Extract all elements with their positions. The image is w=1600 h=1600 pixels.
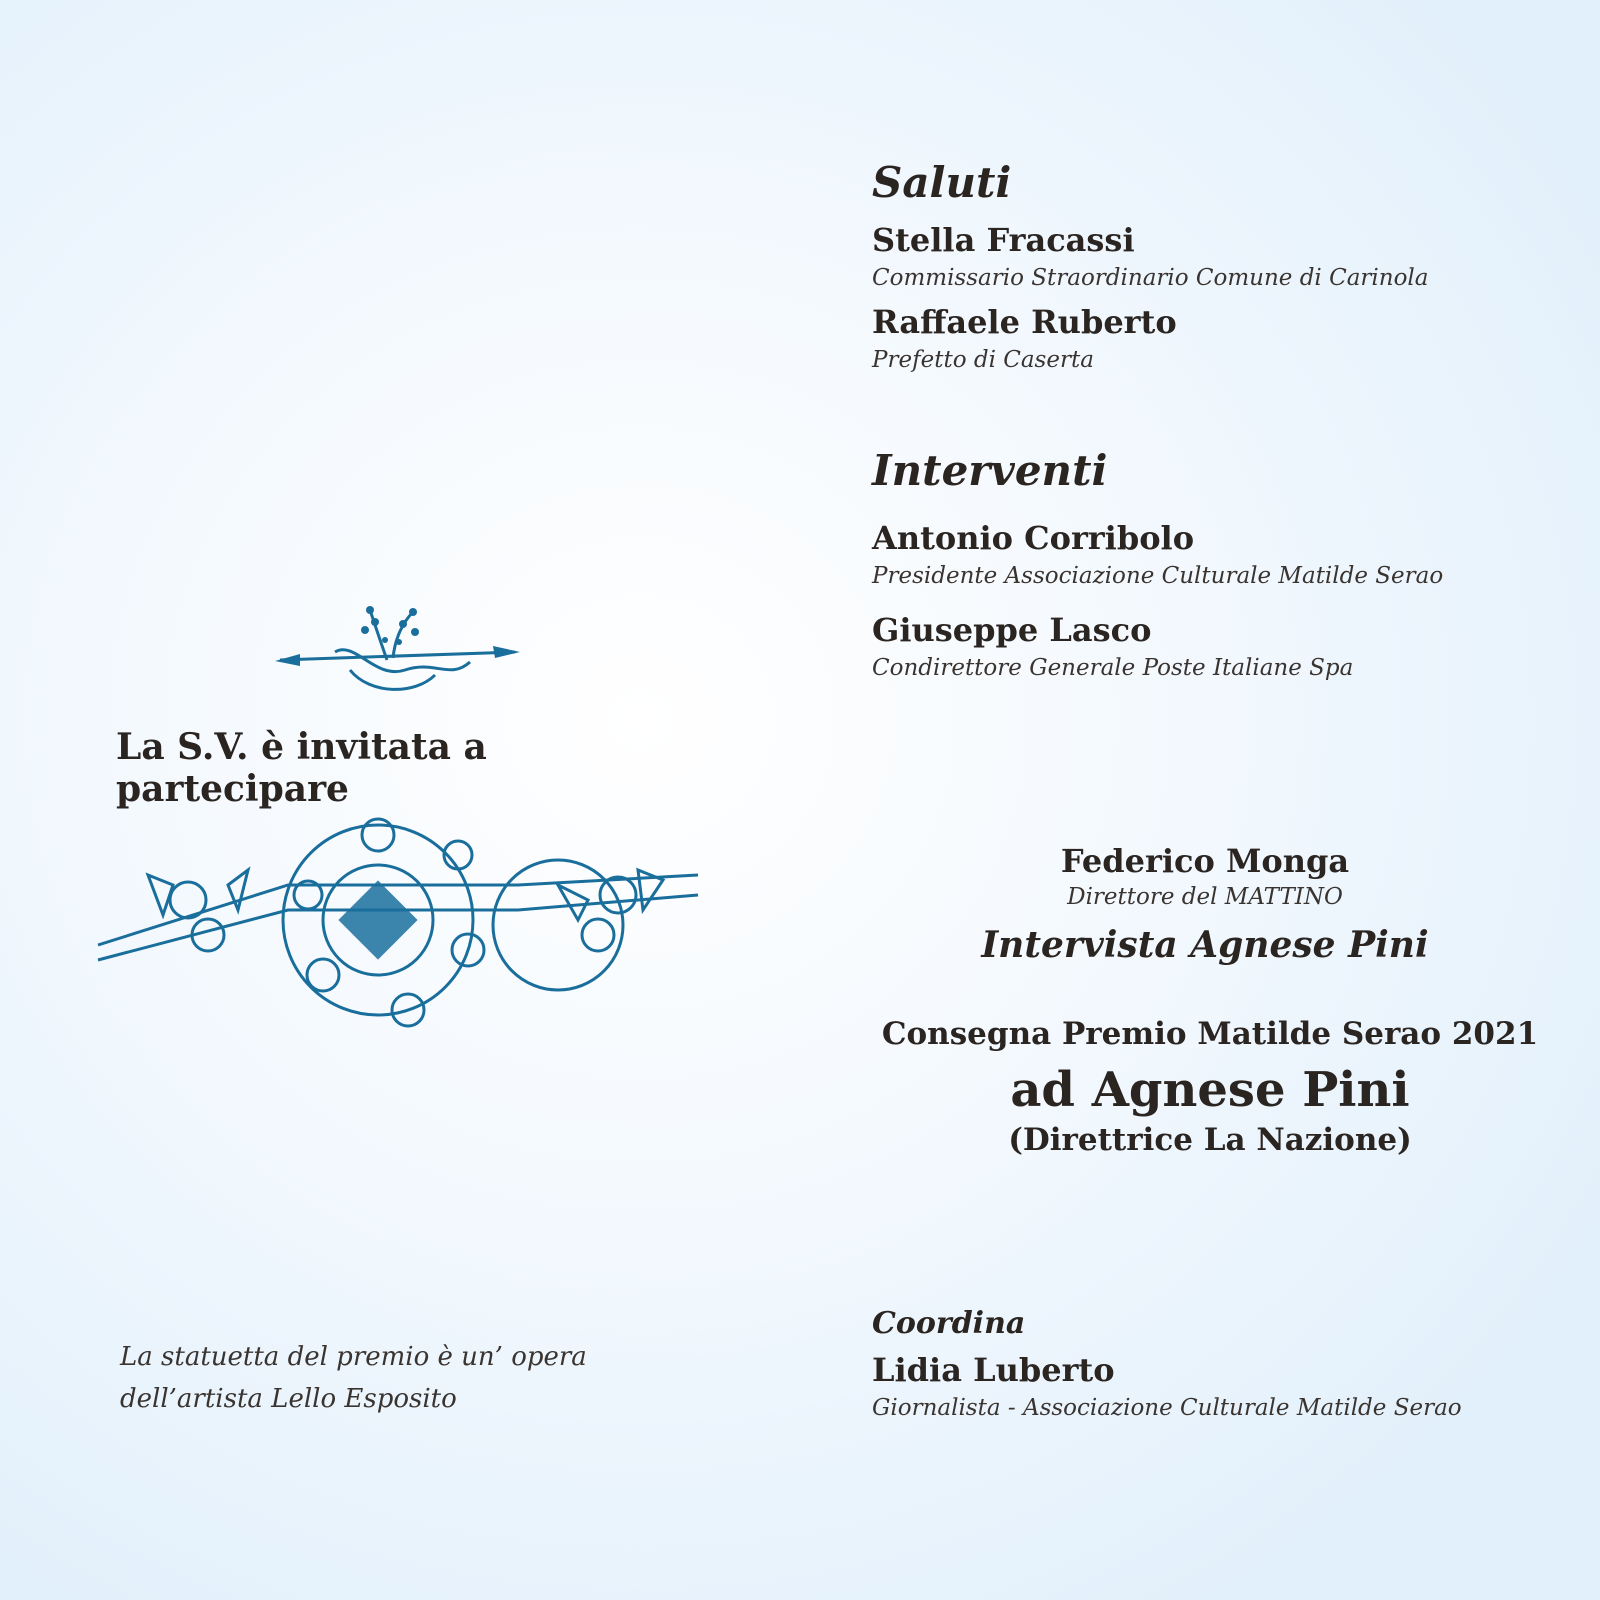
speaker-name: Antonio Corribolo bbox=[872, 519, 1195, 557]
coordina-label: Coordina bbox=[872, 1306, 1026, 1341]
speaker-name: Stella Fracassi bbox=[872, 221, 1135, 259]
saluti-heading: Saluti bbox=[872, 158, 1012, 207]
invitation-text: La S.V. è invitata a partecipare bbox=[116, 726, 487, 810]
statuette-note bbox=[120, 1336, 720, 1420]
interventi-heading: Interventi bbox=[872, 446, 1108, 495]
interventi-section bbox=[872, 446, 1572, 681]
interview-title: Intervista Agnese Pini bbox=[981, 924, 1429, 966]
statuette-note-line1: La statuetta del premio è un’ opera bbox=[120, 1342, 587, 1372]
speaker-role: Condirettore Generale Poste Italiane Spa bbox=[872, 655, 1354, 681]
statuette-note-line2: dell’artista Lello Esposito bbox=[120, 1384, 457, 1414]
moderator-role: Giornalista - Associazione Culturale Matilde Serao bbox=[872, 1395, 1462, 1421]
interviewer-role: Direttore del MATTINO bbox=[1067, 884, 1343, 910]
intervista-section bbox=[900, 842, 1510, 966]
moderator-name: Lidia Luberto bbox=[872, 1351, 1115, 1389]
speaker-name: Giuseppe Lasco bbox=[872, 611, 1152, 649]
jewel-brooch-ornament bbox=[88, 815, 713, 1045]
arrow-wreath-ornament bbox=[275, 600, 525, 710]
award-recipient-role: (Direttrice La Nazione) bbox=[1008, 1122, 1412, 1158]
award-line: Consegna Premio Matilde Serao 2021 bbox=[881, 1016, 1539, 1052]
interviewer-name: Federico Monga bbox=[1060, 842, 1350, 880]
speaker-role: Commissario Straordinario Comune di Carinola bbox=[872, 265, 1429, 291]
award-recipient: ad Agnese Pini bbox=[1010, 1062, 1410, 1118]
speaker-role: Presidente Associazione Culturale Matilde Serao bbox=[872, 563, 1444, 589]
speaker-role: Prefetto di Caserta bbox=[872, 347, 1094, 373]
premio-section bbox=[870, 1016, 1550, 1158]
coordina-section bbox=[872, 1306, 1572, 1421]
saluti-section bbox=[872, 158, 1572, 373]
speaker-name: Raffaele Ruberto bbox=[872, 303, 1177, 341]
